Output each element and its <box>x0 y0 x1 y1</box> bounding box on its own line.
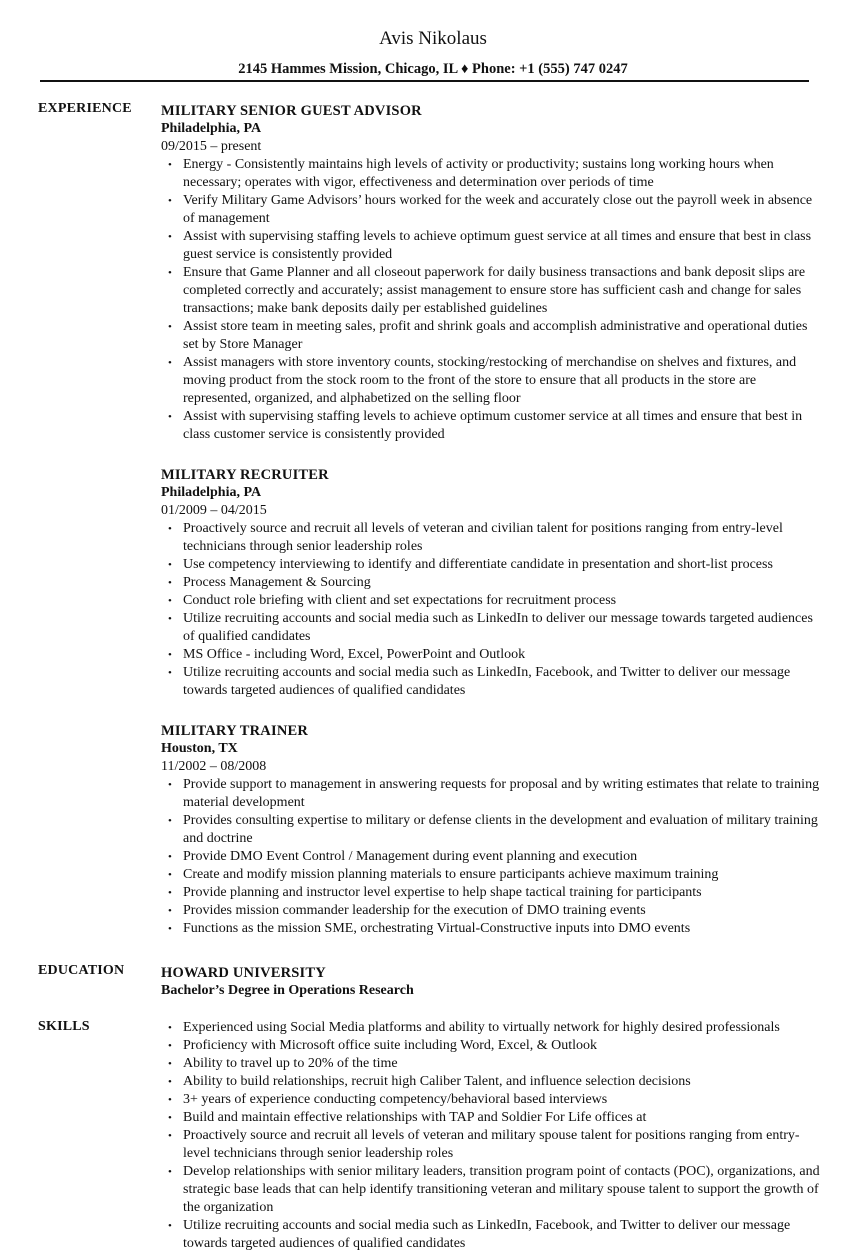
bullet-item: • Process Management & Sourcing <box>161 574 821 592</box>
job-bullet-list <box>161 776 821 938</box>
job-location: Houston, TX <box>161 741 238 756</box>
job-location: Philadelphia, PA <box>161 485 262 500</box>
job-bullet-list <box>161 156 821 444</box>
degree: Bachelor’s Degree in Operations Research <box>161 983 414 998</box>
job-title: MILITARY RECRUITER <box>161 467 329 483</box>
skill-item: • Develop relationships with senior military leaders, transition program point of contacts (POC), organizations, and strategic base leads that can help identify transitioning veteran and military spouse talent to support the growth of the organization <box>161 1163 821 1217</box>
bullet-item: • Create and modify mission planning materials to ensure participants achieve maximum training <box>161 866 821 884</box>
bullet-item: • MS Office - including Word, Excel, PowerPoint and Outlook <box>161 646 821 664</box>
bullet-item: • Provide planning and instructor level expertise to help shape tactical training for participants <box>161 884 821 902</box>
bullet-item: • Energy - Consistently maintains high levels of activity or productivity; sustains long working hours when necessary; operates with vigor, effectiveness and determination over periods of time <box>161 156 821 192</box>
resume-name: Avis Nikolaus <box>379 28 487 49</box>
contact-line: 2145 Hammes Mission, Chicago, IL ♦ Phone: +1 (555) 747 0247 <box>238 61 628 77</box>
bullet-item: • Provides mission commander leadership for the execution of DMO training events <box>161 902 821 920</box>
skill-item: • Proactively source and recruit all levels of veteran and military spouse talent for positions ranging from entry-level technicians through senior leadership roles <box>161 1127 821 1163</box>
job-entry <box>161 722 821 938</box>
skills-entry <box>161 1019 821 1253</box>
bullet-item: • Verify Military Game Advisors’ hours worked for the week and accurately close out the payroll week in absence of management <box>161 192 821 228</box>
bullet-item: • Utilize recruiting accounts and social media such as LinkedIn to deliver our message towards targeted audiences of qualified candidates <box>161 610 821 646</box>
job-title: MILITARY TRAINER <box>161 723 309 739</box>
school-name: HOWARD UNIVERSITY <box>161 965 326 981</box>
bullet-item: • Assist with supervising staffing levels to achieve optimum guest service at all times and ensure that best in class guest service is consistently provided <box>161 228 821 264</box>
job-entry <box>161 466 821 700</box>
job-location: Philadelphia, PA <box>161 121 262 136</box>
bullet-item: • Assist managers with store inventory counts, stocking/restocking of merchandise on shelves and fixtures, and moving product from the stock room to the front of the store to ensure that all products in the store are represented, organized, and alphabetized on the selling floor <box>161 354 821 408</box>
skill-item: • Experienced using Social Media platforms and ability to virtually network for highly desired professionals <box>161 1019 821 1037</box>
skills-list <box>161 1019 821 1253</box>
bullet-item: • Provides consulting expertise to military or defense clients in the development and evaluation of military training and doctrine <box>161 812 821 848</box>
skill-item: • 3+ years of experience conducting competency/behavioral based interviews <box>161 1091 821 1109</box>
job-entry <box>161 102 821 444</box>
section-title-experience: EXPERIENCE <box>38 101 132 116</box>
header-divider <box>40 80 809 82</box>
section-title-skills: SKILLS <box>38 1019 90 1034</box>
job-title: MILITARY SENIOR GUEST ADVISOR <box>161 103 422 119</box>
bullet-item: • Provide support to management in answering requests for proposal and by writing estimates that relate to training material development <box>161 776 821 812</box>
bullet-item: • Utilize recruiting accounts and social media such as LinkedIn, Facebook, and Twitter to deliver our message towards targeted audiences of qualified candidates <box>161 664 821 700</box>
bullet-item: • Assist store team in meeting sales, profit and shrink goals and accomplish administrative and operational duties set by Store Manager <box>161 318 821 354</box>
education-entry <box>161 964 821 1000</box>
skill-item: • Proficiency with Microsoft office suite including Word, Excel, & Outlook <box>161 1037 821 1055</box>
job-dates: 01/2009 – 04/2015 <box>161 503 267 518</box>
bullet-item: • Proactively source and recruit all levels of veteran and civilian talent for positions ranging from entry-level technicians through senior leadership roles <box>161 520 821 556</box>
section-title-education: EDUCATION <box>38 963 125 978</box>
bullet-item: • Assist with supervising staffing levels to achieve optimum customer service at all times and ensure that best in class customer service is consistently provided <box>161 408 821 444</box>
skill-item: • Utilize recruiting accounts and social media such as LinkedIn, Facebook, and Twitter to deliver our message towards targeted audiences of qualified candidates <box>161 1217 821 1253</box>
skill-item: • Ability to travel up to 20% of the time <box>161 1055 821 1073</box>
bullet-item: • Conduct role briefing with client and set expectations for recruitment process <box>161 592 821 610</box>
bullet-item: • Ensure that Game Planner and all closeout paperwork for daily business transactions and bank deposit slips are completed correctly and accurately; assist management to ensure store has sufficient cash and change for sales transactions; make bank deposits daily per established guidelines <box>161 264 821 318</box>
skill-item: • Ability to build relationships, recruit high Caliber Talent, and influence selection decisions <box>161 1073 821 1091</box>
bullet-item: • Provide DMO Event Control / Management during event planning and execution <box>161 848 821 866</box>
job-bullet-list <box>161 520 821 700</box>
job-dates: 09/2015 – present <box>161 139 262 154</box>
bullet-item: • Use competency interviewing to identify and differentiate candidate in presentation and short-list process <box>161 556 821 574</box>
skill-item: • Build and maintain effective relationships with TAP and Soldier For Life offices at <box>161 1109 821 1127</box>
job-dates: 11/2002 – 08/2008 <box>161 759 267 774</box>
bullet-item: • Functions as the mission SME, orchestrating Virtual-Constructive inputs into DMO events <box>161 920 821 938</box>
